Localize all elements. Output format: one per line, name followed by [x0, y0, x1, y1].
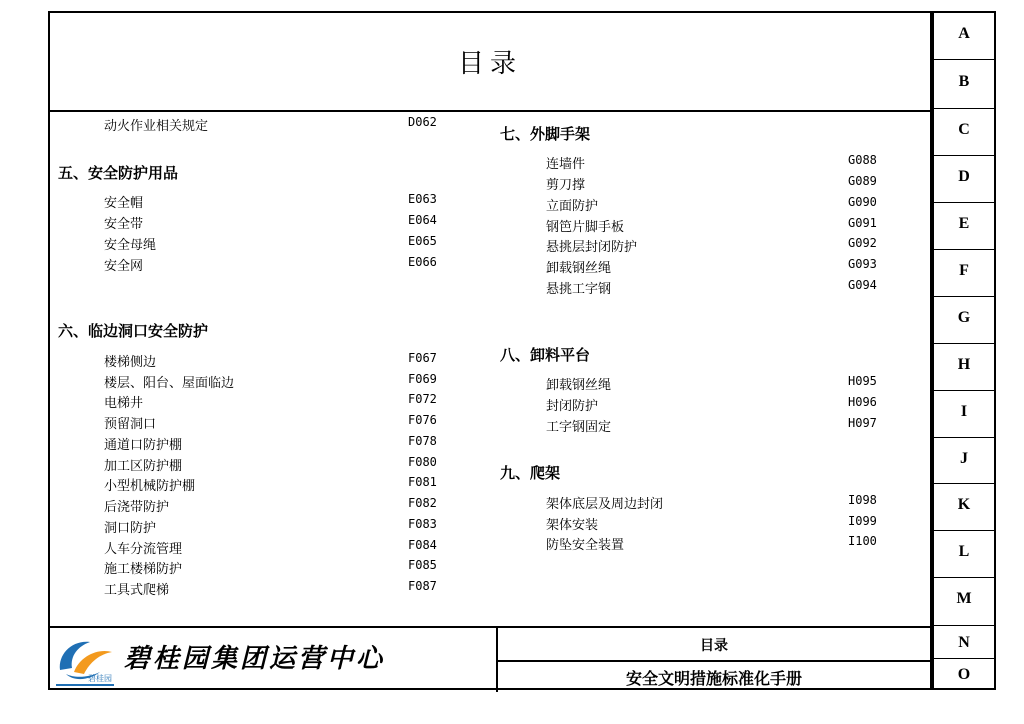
toc-code: I099: [848, 514, 877, 528]
doc-title: 安全文明措施标准化手册: [625, 669, 802, 688]
toc-code: H097: [848, 416, 877, 430]
toc-code: G089: [848, 174, 877, 188]
toc-code: F084: [408, 538, 437, 552]
toc-row: [104, 115, 444, 135]
section-title-9: 九、爬架: [500, 464, 561, 482]
toc-label: 洞口防护: [104, 521, 157, 536]
toc-label: 后浇带防护: [104, 500, 170, 515]
index-cell-l: L: [934, 531, 994, 578]
toc-label: 封闭防护: [546, 399, 599, 414]
toc-label: 连墙件: [546, 157, 586, 172]
toc-row: [546, 416, 886, 436]
index-cell-n: N: [934, 626, 994, 659]
toc-code: G091: [848, 216, 877, 230]
toc-row: [104, 413, 444, 433]
toc-row: [104, 392, 444, 412]
index-cell-h: H: [934, 344, 994, 391]
company-logo: [54, 632, 116, 688]
toc-row: [546, 174, 886, 194]
footer-split-line: [498, 660, 930, 662]
toc-label: 卸载钢丝绳: [546, 378, 612, 393]
toc-code: F076: [408, 413, 437, 427]
index-column: [932, 11, 996, 690]
toc-row: [546, 257, 886, 277]
toc-label: 悬挑工字钢: [546, 282, 612, 297]
index-cell-k: K: [934, 484, 994, 531]
toc-row: [104, 192, 444, 212]
page-title: 目录: [457, 49, 522, 79]
logo-icon: [54, 632, 116, 688]
index-cell-a: A: [934, 13, 994, 60]
toc-row: [546, 493, 886, 513]
index-cell-j: J: [934, 438, 994, 484]
toc-row: [546, 278, 886, 298]
toc-row: [546, 195, 886, 215]
toc-code: E065: [408, 234, 437, 248]
toc-row: [104, 517, 444, 537]
toc-code: F080: [408, 455, 437, 469]
toc-label: 架体底层及周边封闭: [546, 497, 664, 512]
document-frame: [48, 11, 932, 690]
toc-code: H095: [848, 374, 877, 388]
toc-row: [104, 351, 444, 371]
toc-row: [104, 558, 444, 578]
company-name: 碧桂园集团运营中心: [124, 644, 386, 674]
toc-code: F078: [408, 434, 437, 448]
toc-row: [546, 236, 886, 256]
toc-row: [104, 255, 444, 275]
toc-code: F085: [408, 558, 437, 572]
toc-row: [104, 538, 444, 558]
toc-code: G092: [848, 236, 877, 250]
toc-code: F067: [408, 351, 437, 365]
toc-label: 楼梯侧边: [104, 355, 157, 370]
index-cell-d: D: [934, 156, 994, 203]
toc-code: G093: [848, 257, 877, 271]
index-cell-f: F: [934, 250, 994, 297]
section-title-5: 五、安全防护用品: [58, 164, 179, 182]
toc-label: 架体安装: [546, 518, 599, 533]
toc-code: F069: [408, 372, 437, 386]
toc-label: 防坠安全装置: [546, 538, 625, 553]
toc-label: 卸载钢丝绳: [546, 261, 612, 276]
toc-label: 悬挑层封闭防护: [546, 240, 638, 255]
toc-label: 预留洞口: [104, 417, 157, 432]
toc-row: [104, 579, 444, 599]
toc-code: I098: [848, 493, 877, 507]
toc-label: 安全母绳: [104, 238, 157, 253]
toc-row: [546, 514, 886, 534]
toc-label: 动火作业相关规定: [104, 119, 209, 134]
toc-code: F072: [408, 392, 437, 406]
toc-label: 安全帽: [104, 196, 144, 211]
toc-label: 小型机械防护棚: [104, 479, 196, 494]
toc-code: G094: [848, 278, 877, 292]
toc-code: G088: [848, 153, 877, 167]
toc-row: [104, 234, 444, 254]
doc-label: 目录: [700, 638, 728, 654]
toc-code: E064: [408, 213, 437, 227]
toc-row: [546, 153, 886, 173]
index-cell-m: M: [934, 578, 994, 626]
index-cell-e: E: [934, 203, 994, 250]
toc-row: [546, 395, 886, 415]
toc-row: [546, 216, 886, 236]
section-title-8: 八、卸料平台: [500, 346, 591, 364]
index-cell-i: I: [934, 391, 994, 438]
toc-label: 工具式爬梯: [104, 583, 170, 598]
toc-row: [104, 434, 444, 454]
toc-label: 立面防护: [546, 199, 599, 214]
toc-label: 安全带: [104, 217, 144, 232]
toc-code: E066: [408, 255, 437, 269]
toc-label: 楼层、阳台、屋面临边: [104, 376, 235, 391]
toc-code: F081: [408, 475, 437, 489]
toc-label: 加工区防护棚: [104, 459, 183, 474]
toc-code: F082: [408, 496, 437, 510]
index-cell-o: O: [957, 666, 971, 683]
toc-row: [104, 496, 444, 516]
left-column: [50, 110, 496, 626]
footer: [50, 626, 930, 692]
toc-label: 工字钢固定: [546, 420, 612, 435]
section-title-7: 七、外脚手架: [500, 125, 591, 143]
index-cell-g: G: [934, 297, 994, 344]
toc-label: 人车分流管理: [104, 542, 183, 557]
toc-label: 安全网: [104, 259, 144, 274]
index-cell-b: B: [934, 60, 994, 109]
toc-label: 电梯井: [104, 396, 144, 411]
right-column: [496, 110, 930, 626]
toc-code: D062: [408, 115, 437, 129]
toc-label: 施工楼梯防护: [104, 562, 183, 577]
toc-row: [546, 534, 886, 554]
toc-row: [104, 372, 444, 392]
section-title-6: 六、临边洞口安全防护: [58, 322, 209, 340]
toc-code: F087: [408, 579, 437, 593]
toc-code: E063: [408, 192, 437, 206]
header: [50, 13, 930, 112]
toc-code: G090: [848, 195, 877, 209]
toc-code: H096: [848, 395, 877, 409]
toc-label: 钢笆片脚手板: [546, 220, 625, 235]
index-cell-c: C: [934, 109, 994, 156]
toc-row: [104, 213, 444, 233]
toc-label: 通道口防护棚: [104, 438, 183, 453]
toc-label: 剪刀撑: [546, 178, 586, 193]
toc-code: I100: [848, 534, 877, 548]
logo-text: 碧桂园: [88, 674, 112, 683]
toc-code: F083: [408, 517, 437, 531]
toc-row: [104, 455, 444, 475]
toc-row: [104, 475, 444, 495]
toc-row: [546, 374, 886, 394]
